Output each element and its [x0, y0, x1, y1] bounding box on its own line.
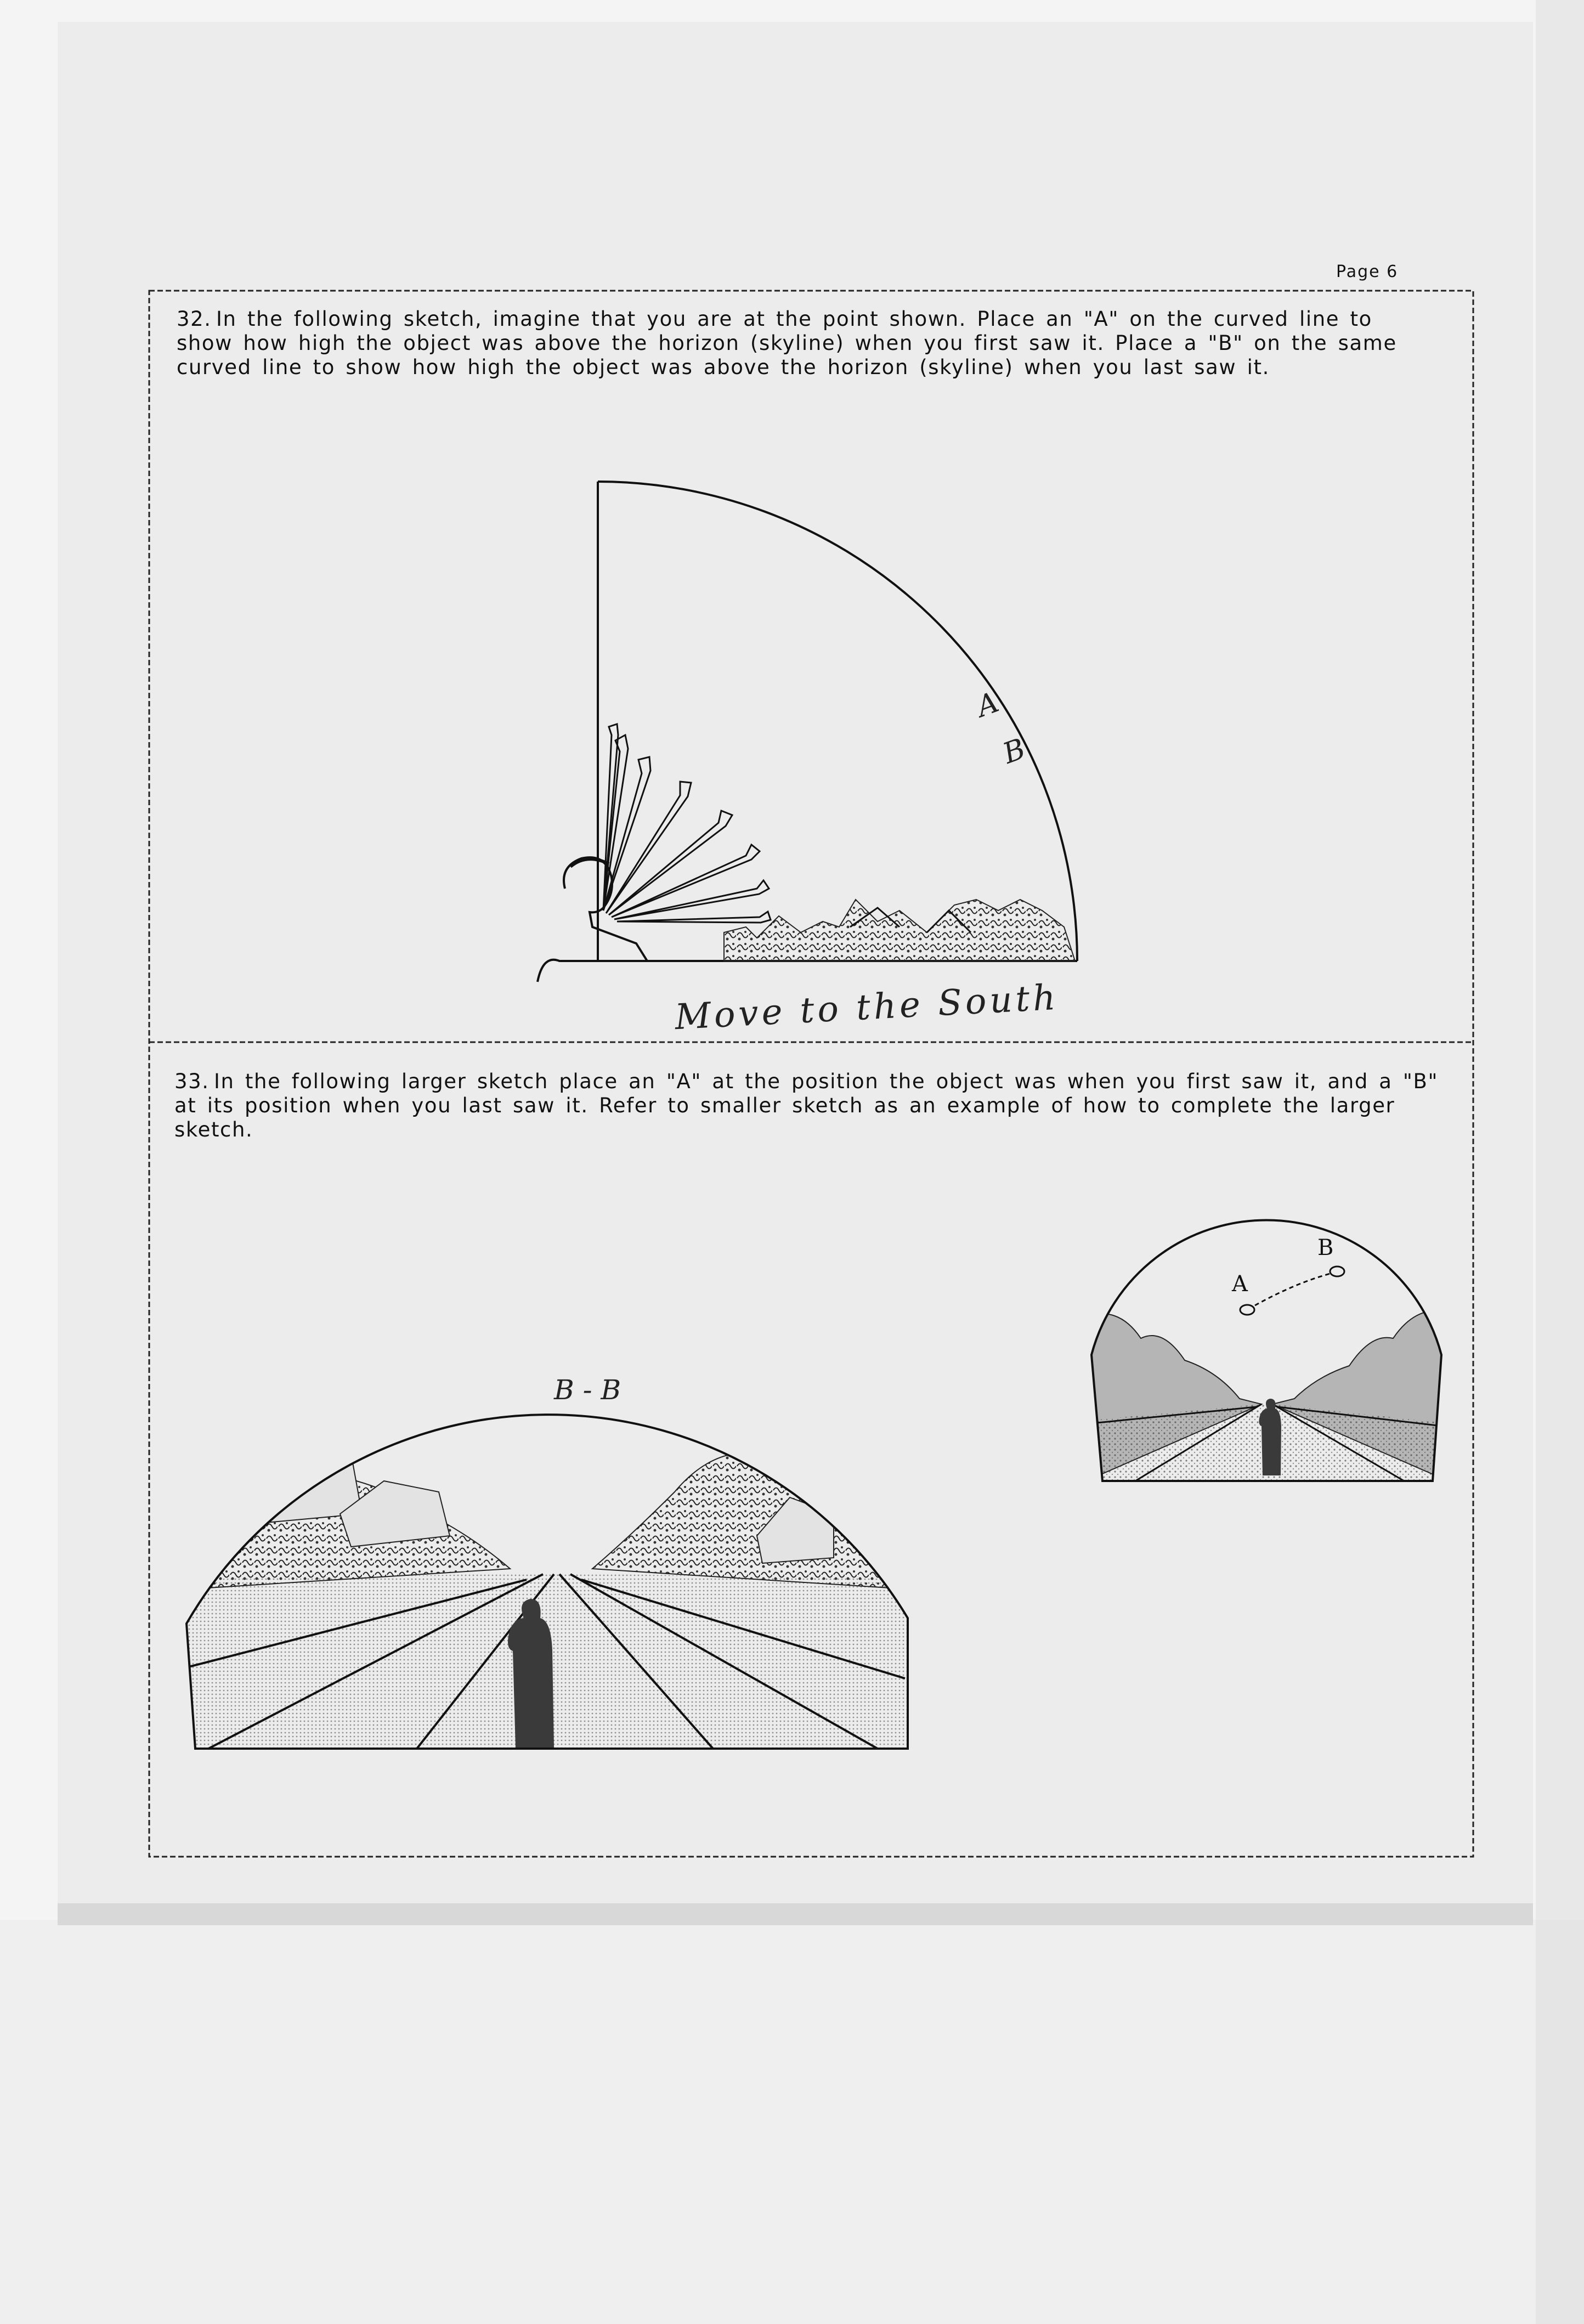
example-label-b: B — [1317, 1235, 1334, 1260]
handwritten-mark-a: A — [972, 686, 1003, 724]
question-33-number: 33. — [174, 1070, 210, 1093]
question-33 — [174, 1070, 1463, 1142]
page-number: Page 6 — [1336, 262, 1399, 281]
question-32-number: 32. — [177, 307, 212, 331]
handwritten-note: Move to the South — [674, 977, 1060, 1038]
question-32 — [177, 307, 1438, 380]
question-32-text: In the following sketch, imagine that you are at the point shown. Place an "A" on the curved line to show how high the object was above the horizon (skyline) when you first saw it. Place a "B" on the same curved line to show how high the object was above the horizon (skyline) when you last saw it. — [177, 307, 1397, 379]
handwritten-mark-b: B — [998, 732, 1030, 771]
example-label-a: A — [1232, 1271, 1248, 1297]
handwritten-mark-b-b: B - B — [554, 1374, 621, 1406]
question-33-text: In the following larger sketch place an "A" at the position the object was when you first saw it, and a "B" at its position when you last saw it. Refer to smaller sketch as an example of how to complete the larger sketch. — [174, 1070, 1439, 1141]
